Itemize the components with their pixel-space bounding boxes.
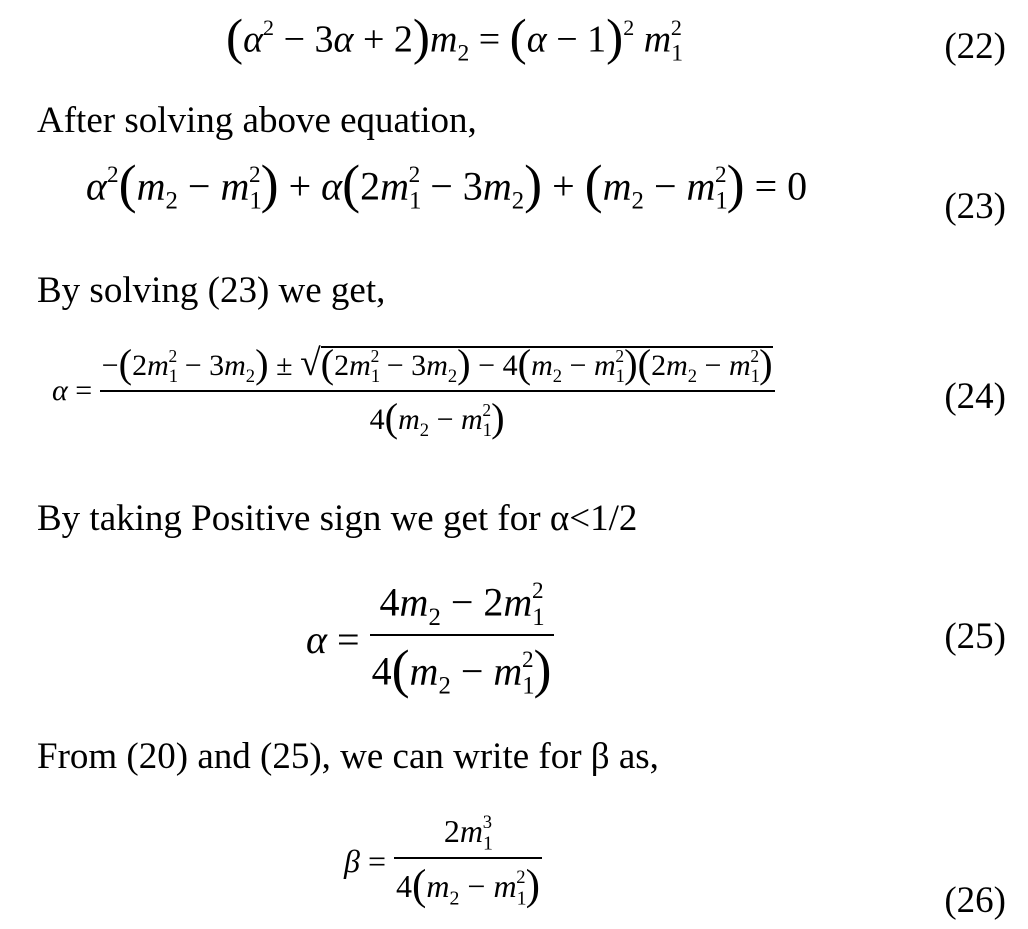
equation-26: β = $\frac{2m_1^3}{4(m_2 - m_1^2)}$	[344, 812, 540, 910]
equation-number-24: (24)	[944, 376, 1006, 417]
equation-number-26: (26)	[944, 880, 1006, 921]
text-by-solving: By solving (23) we get,	[37, 270, 386, 311]
equation-number-23: (23)	[944, 186, 1006, 227]
equation-number-22: (22)	[944, 26, 1006, 67]
equation-24: α = $\frac{-(2m_1^2 - 3m_2) \pm √(2m_1^2 - 3m_2) - 4(m_2 - m_1^2)(2m_2 - m_1^2)}{4(m_2 - m_1^2)}$	[52, 341, 773, 442]
equation-22: $(\alpha^2 - 3\alpha + 2)m_2 = (\alpha - 1)^2$ $m_1^2$	[226, 9, 683, 67]
text-after-solving: After solving above equation,	[37, 100, 477, 141]
fraction-24: $\frac{-(2m_1^2 - 3m_2) \pm √(2m_1^2 - 3m_2) - 4(m_2 - m_1^2)(2m_2 - m_1^2)}{4(m_2 - m_1^2)}$	[101, 341, 773, 442]
text-from-20-25: From (20) and (25), we can write for β as,	[37, 736, 659, 777]
fraction-26: $\frac{2m_1^3}{4(m_2 - m_1^2)}$	[395, 812, 540, 910]
fraction-25: $\frac{4m_2 - 2m_1^2}{4(m_2 - m_1^2)}$	[371, 578, 552, 700]
equation-number-25: (25)	[944, 616, 1006, 657]
equation-23: $\alpha^2(m_2 - m_1^2) + \alpha(2m_1^2 - 3m_2) + (m_2 - m_1^2) = 0$	[86, 154, 808, 215]
equation-25: α = $\frac{4m_2 - 2m_1^2}{4(m_2 - m_1^2)}$	[306, 578, 552, 700]
text-positive-sign: By taking Positive sign we get for α<1/2	[37, 498, 638, 539]
